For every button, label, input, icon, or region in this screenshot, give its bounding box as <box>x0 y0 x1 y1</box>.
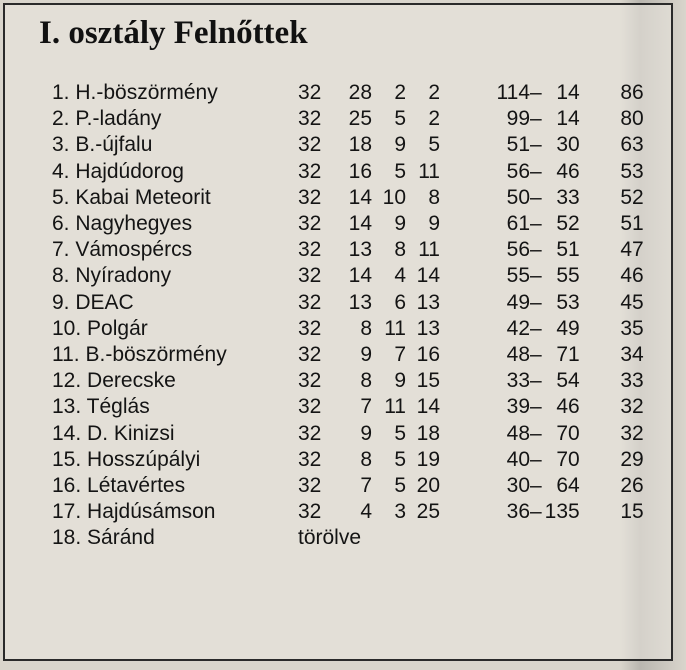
team-name: Kabai Meteorit <box>75 185 211 209</box>
points-cell: 47 <box>620 238 644 262</box>
team-name: DEAC <box>75 290 134 314</box>
team-cell <box>52 420 298 446</box>
team-cell <box>52 263 298 289</box>
goal-separator: – <box>530 369 542 393</box>
points-cell: 52 <box>620 185 644 209</box>
gf-cell: 56 <box>506 238 530 262</box>
drawn-cell: 8 <box>394 238 406 262</box>
goal-separator: – <box>530 212 542 236</box>
played-cell: 32 <box>298 81 322 105</box>
rank-label: 18. <box>52 526 82 550</box>
played-cell: 32 <box>298 185 322 209</box>
gf-cell: 39 <box>506 395 530 419</box>
ga-cell: 53 <box>556 290 580 314</box>
won-cell: 28 <box>348 81 372 105</box>
drawn-cell: 5 <box>394 421 406 445</box>
drawn-cell: 6 <box>394 290 406 314</box>
table-row <box>52 368 644 394</box>
goal-separator: – <box>530 500 542 524</box>
goal-separator: – <box>530 81 542 105</box>
lost-cell: 15 <box>416 369 440 393</box>
team-name: Sáránd <box>87 526 155 550</box>
team-cell <box>52 525 298 551</box>
spacer <box>440 290 480 316</box>
lost-cell: 2 <box>428 81 440 105</box>
lost-cell: 19 <box>416 447 440 471</box>
team-cell <box>52 473 298 499</box>
team-name: B.-böszörmény <box>85 342 227 366</box>
spacer <box>440 263 480 289</box>
team-cell <box>52 237 298 263</box>
status-cell: törölve <box>298 526 362 550</box>
table-row <box>52 211 644 237</box>
standings-body <box>52 80 644 551</box>
points-cell: 35 <box>620 316 644 340</box>
goal-separator: – <box>530 290 542 314</box>
drawn-cell: 4 <box>394 264 406 288</box>
played-cell: 32 <box>298 473 322 497</box>
won-cell: 8 <box>360 447 372 471</box>
rank-label: 5. <box>52 185 70 209</box>
played-cell: 32 <box>298 316 322 340</box>
rank-label: 8. <box>52 264 70 288</box>
team-name: Létavértes <box>87 473 186 497</box>
team-name: Polgár <box>87 316 148 340</box>
played-cell: 32 <box>298 264 322 288</box>
gf-cell: 114 <box>496 81 530 105</box>
gf-cell: 33 <box>506 369 530 393</box>
lost-cell: 2 <box>428 107 440 131</box>
spacer <box>440 106 480 132</box>
won-cell: 9 <box>360 421 372 445</box>
lost-cell: 5 <box>428 133 440 157</box>
ga-cell: 46 <box>556 395 580 419</box>
ga-cell: 46 <box>556 159 580 183</box>
rank-label: 10. <box>52 316 82 340</box>
rank-label: 15. <box>52 447 82 471</box>
spacer <box>440 237 480 263</box>
spacer <box>440 447 480 473</box>
played-cell: 32 <box>298 290 322 314</box>
table-row <box>52 499 644 525</box>
team-name: Derecske <box>87 369 176 393</box>
points-cell: 45 <box>620 290 644 314</box>
lost-cell: 25 <box>416 500 440 524</box>
won-cell: 14 <box>348 185 372 209</box>
goal-separator: – <box>530 473 542 497</box>
team-cell <box>52 132 298 158</box>
table-row <box>52 447 644 473</box>
lost-cell: 13 <box>416 290 440 314</box>
team-name: Téglás <box>86 395 150 419</box>
ga-cell: 70 <box>556 421 580 445</box>
goal-separator: – <box>530 185 542 209</box>
table-row <box>52 394 644 420</box>
spacer <box>440 394 480 420</box>
drawn-cell: 10 <box>382 185 406 209</box>
drawn-cell: 9 <box>394 369 406 393</box>
ga-cell: 49 <box>556 316 580 340</box>
won-cell: 7 <box>360 473 372 497</box>
table-row <box>52 290 644 316</box>
gf-cell: 42 <box>506 316 530 340</box>
standings-table <box>52 80 644 551</box>
team-name: Hajdúsámson <box>87 500 216 524</box>
table-row <box>52 237 644 263</box>
spacer <box>440 473 480 499</box>
drawn-cell: 3 <box>394 500 406 524</box>
points-cell: 32 <box>620 421 644 445</box>
team-name: Vámospércs <box>75 238 193 262</box>
goal-separator: – <box>530 159 542 183</box>
team-cell <box>52 159 298 185</box>
ga-cell: 51 <box>556 238 580 262</box>
spacer <box>440 211 480 237</box>
goal-separator: – <box>530 238 542 262</box>
spacer <box>440 80 480 106</box>
won-cell: 18 <box>348 133 372 157</box>
points-cell: 26 <box>620 473 644 497</box>
won-cell: 7 <box>360 395 372 419</box>
team-cell <box>52 499 298 525</box>
rank-label: 7. <box>52 238 70 262</box>
drawn-cell: 5 <box>394 473 406 497</box>
played-cell: 32 <box>298 107 322 131</box>
won-cell: 16 <box>348 159 372 183</box>
gf-cell: 99 <box>506 107 530 131</box>
lost-cell: 9 <box>428 212 440 236</box>
rank-label: 13. <box>52 395 82 419</box>
drawn-cell: 11 <box>384 316 406 340</box>
points-cell: 34 <box>620 342 644 366</box>
gf-cell: 55 <box>506 264 530 288</box>
table-title: I. osztály Felnőttek <box>39 15 308 51</box>
spacer <box>440 499 480 525</box>
ga-cell: 135 <box>544 500 580 524</box>
drawn-cell: 5 <box>394 107 406 131</box>
gf-cell: 40 <box>506 447 530 471</box>
points-cell: 46 <box>620 264 644 288</box>
rank-label: 14. <box>52 421 82 445</box>
won-cell: 8 <box>360 369 372 393</box>
points-cell: 33 <box>620 369 644 393</box>
ga-cell: 55 <box>556 264 580 288</box>
team-cell <box>52 211 298 237</box>
played-cell: 32 <box>298 159 322 183</box>
won-cell: 14 <box>348 212 372 236</box>
goal-separator: – <box>530 395 542 419</box>
team-name: D. Kinizsi <box>87 421 175 445</box>
lost-cell: 8 <box>428 185 440 209</box>
team-cell <box>52 185 298 211</box>
team-name: Hajdúdorog <box>75 159 184 183</box>
table-row <box>52 159 644 185</box>
goal-separator: – <box>530 342 542 366</box>
lost-cell: 18 <box>416 421 440 445</box>
team-cell <box>52 394 298 420</box>
spacer <box>440 368 480 394</box>
ga-cell: 33 <box>556 185 580 209</box>
team-name: B.-újfalu <box>75 133 153 157</box>
spacer <box>440 185 480 211</box>
rank-label: 11. <box>52 342 80 366</box>
table-row <box>52 316 644 342</box>
rank-label: 4. <box>52 159 70 183</box>
played-cell: 32 <box>298 421 322 445</box>
team-name: Nagyhegyes <box>75 212 193 236</box>
rank-label: 2. <box>52 107 70 131</box>
points-cell: 53 <box>620 159 644 183</box>
spacer <box>440 342 480 368</box>
table-row <box>52 342 644 368</box>
played-cell: 32 <box>298 212 322 236</box>
lost-cell: 20 <box>416 473 440 497</box>
table-row-removed <box>52 525 644 551</box>
ga-cell: 14 <box>556 81 580 105</box>
table-row <box>52 80 644 106</box>
team-cell <box>52 447 298 473</box>
rank-label: 9. <box>52 290 70 314</box>
points-cell: 32 <box>620 395 644 419</box>
drawn-cell: 7 <box>394 342 406 366</box>
gf-cell: 36 <box>506 500 530 524</box>
rank-label: 1. <box>52 81 70 105</box>
points-cell: 86 <box>620 81 644 105</box>
played-cell: 32 <box>298 133 322 157</box>
played-cell: 32 <box>298 342 322 366</box>
gf-cell: 56 <box>506 159 530 183</box>
team-name: P.-ladány <box>75 107 162 131</box>
goal-separator: – <box>530 264 542 288</box>
table-row <box>52 185 644 211</box>
rank-label: 6. <box>52 212 70 236</box>
table-row <box>52 473 644 499</box>
ga-cell: 71 <box>556 342 580 366</box>
points-cell: 80 <box>620 107 644 131</box>
played-cell: 32 <box>298 238 322 262</box>
played-cell: 32 <box>298 500 322 524</box>
gf-cell: 49 <box>506 290 530 314</box>
won-cell: 14 <box>348 264 372 288</box>
table-row <box>52 106 644 132</box>
ga-cell: 14 <box>556 107 580 131</box>
table-row <box>52 420 644 446</box>
won-cell: 13 <box>348 290 372 314</box>
gf-cell: 51 <box>506 133 530 157</box>
goal-separator: – <box>530 447 542 471</box>
rank-label: 3. <box>52 133 70 157</box>
goal-separator: – <box>530 107 542 131</box>
lost-cell: 11 <box>418 159 440 183</box>
team-name: H.-böszörmény <box>75 81 218 105</box>
ga-cell: 52 <box>556 212 580 236</box>
ga-cell: 64 <box>556 473 580 497</box>
goal-separator: – <box>530 421 542 445</box>
team-cell <box>52 290 298 316</box>
goal-separator: – <box>530 133 542 157</box>
won-cell: 4 <box>360 500 372 524</box>
won-cell: 25 <box>348 107 372 131</box>
points-cell: 63 <box>620 133 644 157</box>
team-name: Hosszúpályi <box>87 447 201 471</box>
table-row <box>52 132 644 158</box>
rank-label: 12. <box>52 369 82 393</box>
won-cell: 13 <box>348 238 372 262</box>
lost-cell: 11 <box>418 238 440 262</box>
spacer <box>440 159 480 185</box>
spacer <box>440 316 480 342</box>
drawn-cell: 5 <box>394 159 406 183</box>
team-cell <box>52 80 298 106</box>
drawn-cell: 2 <box>394 81 406 105</box>
rank-label: 16. <box>52 473 82 497</box>
spacer <box>440 132 480 158</box>
rank-label: 17. <box>52 500 82 524</box>
ga-cell: 54 <box>556 369 580 393</box>
gf-cell: 48 <box>506 421 530 445</box>
points-cell: 51 <box>620 212 644 236</box>
team-cell <box>52 106 298 132</box>
won-cell: 9 <box>360 342 372 366</box>
drawn-cell: 5 <box>394 447 406 471</box>
drawn-cell: 11 <box>384 395 406 419</box>
goal-separator: – <box>530 316 542 340</box>
team-cell <box>52 368 298 394</box>
ga-cell: 70 <box>556 447 580 471</box>
drawn-cell: 9 <box>394 133 406 157</box>
lost-cell: 16 <box>416 342 440 366</box>
table-row <box>52 263 644 289</box>
points-cell: 15 <box>620 500 644 524</box>
played-cell: 32 <box>298 447 322 471</box>
lost-cell: 13 <box>416 316 440 340</box>
gf-cell: 50 <box>506 185 530 209</box>
team-cell <box>52 342 298 368</box>
drawn-cell: 9 <box>394 212 406 236</box>
spacer <box>440 420 480 446</box>
won-cell: 8 <box>360 316 372 340</box>
gf-cell: 48 <box>506 342 530 366</box>
ga-cell: 30 <box>556 133 580 157</box>
lost-cell: 14 <box>416 395 440 419</box>
points-cell: 29 <box>620 447 644 471</box>
team-name: Nyíradony <box>75 264 172 288</box>
gf-cell: 61 <box>506 212 530 236</box>
team-cell <box>52 316 298 342</box>
played-cell: 32 <box>298 395 322 419</box>
gf-cell: 30 <box>506 473 530 497</box>
lost-cell: 14 <box>416 264 440 288</box>
played-cell: 32 <box>298 369 322 393</box>
